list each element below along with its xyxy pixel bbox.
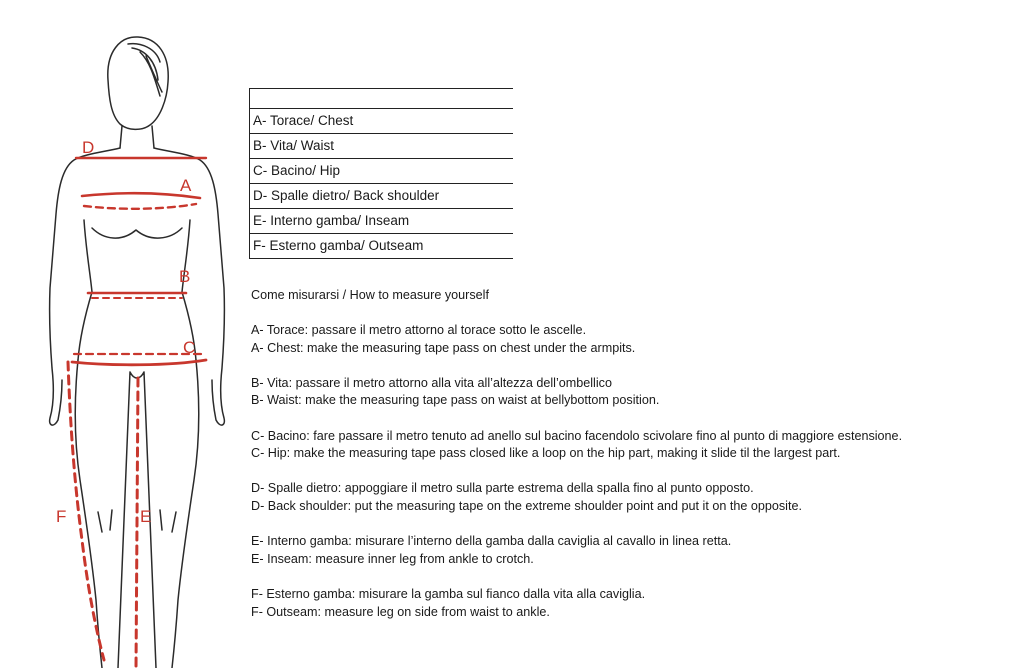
- label-a: A: [180, 176, 192, 195]
- table-cell: C- Bacino/ Hip: [250, 159, 514, 184]
- table-row: [250, 109, 514, 134]
- table-header-cell: [250, 89, 514, 109]
- instruction-italian: B- Vita: passare il metro attorno alla vita all’altezza dell’ombellico: [251, 375, 612, 390]
- head-outline: [108, 37, 168, 129]
- table-row: [250, 134, 514, 159]
- table-row: [250, 159, 514, 184]
- instruction-italian: F- Esterno gamba: misurare la gamba sul fianco dalla vita alla caviglia.: [251, 587, 646, 601]
- instruction-block-waist: [251, 375, 1011, 410]
- label-c: C: [183, 338, 196, 357]
- table-cell: F- Esterno gamba/ Outseam: [250, 234, 514, 259]
- instruction-english: E- Inseam: measure inner leg from ankle to crotch.: [251, 551, 534, 566]
- instruction-english: D- Back shoulder: put the measuring tape on the extreme shoulder point and put it on the opposite.: [251, 499, 802, 514]
- instruction-block-chest: [251, 322, 1011, 357]
- table-cell: B- Vita/ Waist: [250, 134, 514, 159]
- bust-line: [92, 228, 182, 238]
- instruction-italian: C- Bacino: fare passare il metro tenuto ad anello sul bacino facendolo scivolare fino al punto di maggiore estensione.: [251, 428, 903, 443]
- label-e: E: [140, 507, 152, 526]
- hair-lines: [128, 44, 162, 96]
- instructions-heading: Come misurarsi / How to measure yourself: [251, 288, 489, 302]
- instruction-italian: E- Interno gamba: misurare l’interno della gamba dalla caviglia al cavallo in linea retta.: [251, 534, 732, 549]
- chest-line-a-dashed: [84, 204, 196, 209]
- table-cell: A- Torace/ Chest: [250, 109, 514, 134]
- instruction-english: A- Chest: make the measuring tape pass on chest under the armpits.: [251, 340, 636, 355]
- instruction-block-outseam: [251, 586, 1011, 621]
- instruction-italian: A- Torace: passare il metro attorno al torace sotto le ascelle.: [251, 323, 587, 338]
- label-f: F: [56, 507, 67, 526]
- table-row: [250, 234, 514, 259]
- instruction-english: F- Outseam: measure leg on side from waist to ankle.: [251, 604, 550, 619]
- label-b: B: [179, 267, 191, 286]
- table-cell: D- Spalle dietro/ Back shoulder: [250, 184, 514, 209]
- instruction-english: B- Waist: make the measuring tape pass on waist at bellybottom position.: [251, 393, 660, 408]
- label-d: D: [82, 138, 95, 157]
- torso-left-outline: [50, 148, 120, 425]
- torso-sides: [78, 220, 196, 360]
- instruction-english: C- Hip: make the measuring tape pass closed like a loop on the hip part, making it slide til the largest part.: [251, 446, 841, 461]
- instruction-block-inseam: [251, 533, 1011, 568]
- table-cell: E- Interno gamba/ Inseam: [250, 209, 514, 234]
- inseam-line-e: [136, 378, 138, 668]
- body-measurement-figure: [0, 0, 260, 668]
- table-row: [250, 209, 514, 234]
- measurement-lines: [68, 158, 206, 668]
- measurement-legend-table: [249, 88, 513, 259]
- table-header-row: [250, 89, 514, 109]
- instruction-block-back-shoulder: [251, 480, 1011, 515]
- instruction-block-hip: [251, 428, 1011, 463]
- instructions-section: [251, 287, 1011, 639]
- hip-line-c-solid: [72, 360, 206, 365]
- instruction-italian: D- Spalle dietro: appoggiare il metro sulla parte estrema della spalla fino al punto opposto.: [251, 481, 754, 496]
- outseam-line-f: [68, 362, 104, 660]
- table-row: [250, 184, 514, 209]
